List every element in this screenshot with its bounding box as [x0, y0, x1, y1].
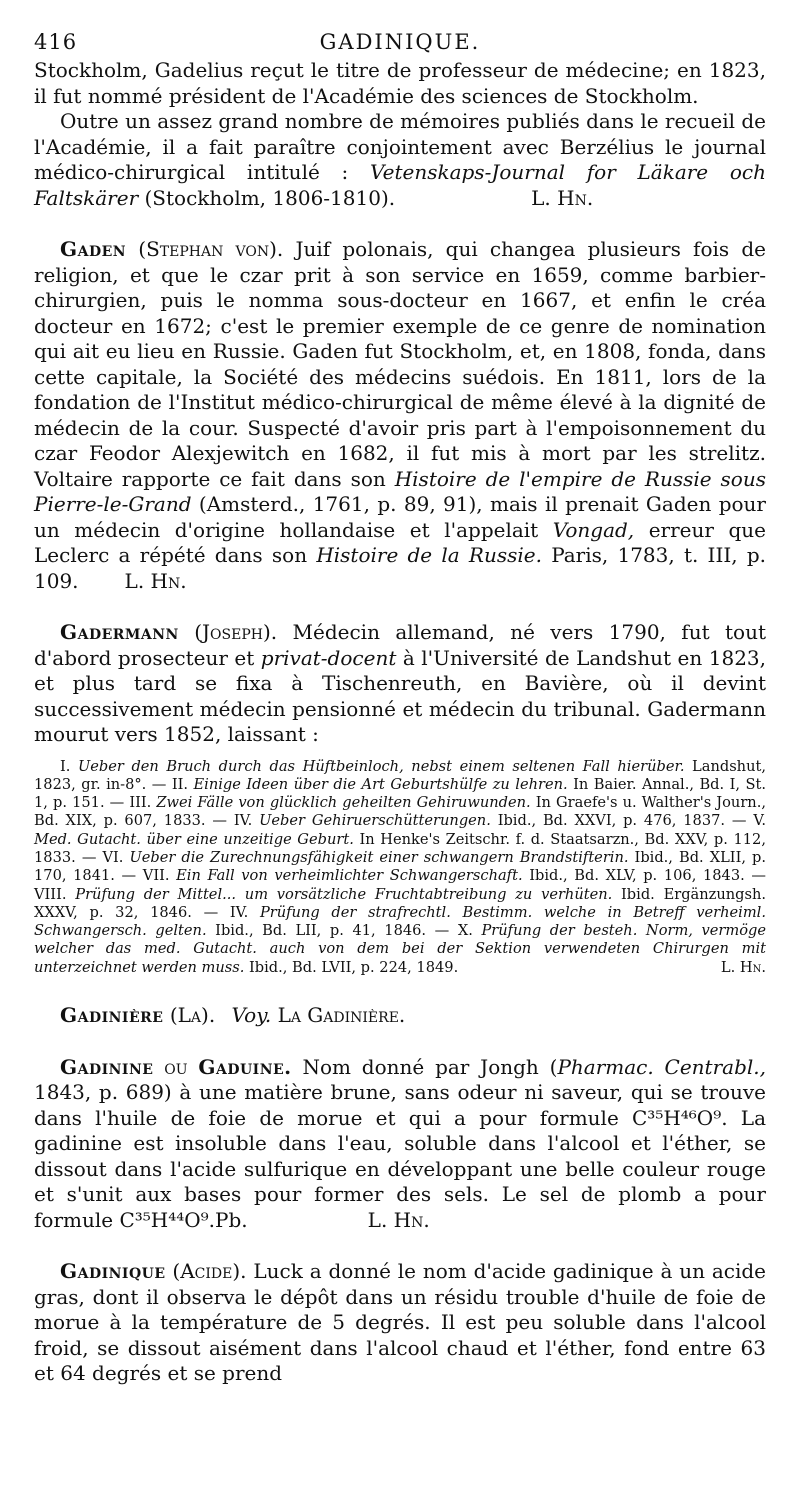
item-title: Prüfung der Mittel... um vorsätzliche Fruchtabtreibung zu verhüten. [75, 885, 613, 903]
item-citation: Ibid., Bd. XXVI, p. 476, 1837. — [490, 812, 754, 830]
bibliography-item [143, 867, 766, 884]
page-header [34, 24, 766, 58]
headword: Gadinière [60, 1003, 164, 1028]
item-citation: In Henke's Zeitschr. f. d. Staatsarzn., Bd. XXV, p. 112, 1833. — [34, 830, 766, 866]
entry-gadiniere [34, 1003, 766, 1029]
headword-name: (Joseph). [194, 620, 278, 644]
page-number: 416 [34, 30, 78, 54]
page [34, 24, 766, 1387]
item-number: VII. [142, 867, 177, 885]
item-number: VIII. [34, 885, 76, 903]
author-signature: L. Hn. [124, 568, 187, 593]
journal-title: Vetenskaps-Journal for Läkare och Faltskärer [34, 160, 766, 210]
headword: Gaduine. [198, 1054, 292, 1079]
item-number: X. [457, 922, 482, 940]
entry-gadinine [34, 1055, 766, 1234]
author-signature: L. Hn. [531, 185, 594, 210]
item-title: Ueber den Bruch durch das Hüftbeinloch, nebst einem seltenen Fall hierüber. [77, 757, 685, 775]
bibliography-item [234, 812, 753, 829]
item-number: IV. [229, 903, 260, 921]
item-citation: Landshut, 1823, gr. in-8°. — [34, 757, 766, 793]
headword-name: (Stephan von). [138, 237, 284, 261]
work-title: Histoire de la Russie. [316, 543, 542, 567]
item-citation: In Graefe's u. Walther's Journ., Bd. XIX, p. 607, 1833. — [34, 794, 766, 830]
item-number: VI. [102, 848, 130, 866]
entry-gadinique-text: Gadinique (Acide). Luck a donné le nom d'acide gadinique à un acide gras, dont il observa le dépôt dans un résidu trouble d'huile de foie de morue à la température de 5 degrés. Il est peu soluble dans l'alcool froid, se dissout aisément dans l'alcool chaud et l'éther, fond entre 63 et 64 degrés et se prend [34, 1259, 767, 1386]
item-citation: Ibid., Bd. LII, p. 41, 1846. — [206, 922, 458, 940]
headword: Gadinique [60, 1259, 166, 1284]
entry-gadermann-text: Gadermann (Joseph). Médecin allemand, né vers 1790, fut tout d'abord prosecteur et privat-docent à l'Université de Landshut en 1823, et plus tard se fixa à Tischenreuth, en Bavière, où il devint successivement médecin pensionné et médecin du tribunal. Gadermann mourut vers 1852, laissant : [34, 620, 766, 746]
prev-entry-paragraph-1: Stockholm, Gadelius reçut le titre de professeur de médecine; en 1823, il fut nommé président de l'Académie des sciences de Stockholm. [34, 58, 766, 108]
cross-reference: La Gadinière. [277, 1003, 406, 1028]
item-title: Prüfung der besteh. Norm, vermöge welcher das med. Gutacht. auch von dem bei der Sektion verwendeten Chirurgen mit unterzeichnet werden muss. [34, 922, 766, 976]
entry-continuation [34, 58, 766, 211]
item-citation: Ibid., Bd. XLV, p. 106, 1843. — [522, 867, 766, 885]
bibliography-list [34, 758, 766, 978]
item-citation: Ibid., Bd. XLII, p. 170, 1841. — [34, 848, 766, 885]
item-title: Einige Ideen über die Art Geburtshülfe zu lehren. [193, 775, 568, 793]
item-title: Ueber die Zurechnungsfähigkeit einer schwangern Brandstifterin. [129, 848, 629, 866]
item-title: Ueber Gehiruerschütterungen. [259, 812, 491, 830]
item-number: II. [171, 775, 194, 793]
running-title: GADINIQUE. [319, 30, 481, 54]
entry-gaden-text: Gaden (Stephan von). Juif polonais, qui changea plusieurs fois de religion, et que le czar prit à son service en 1659, comme barbier-chirurgien, puis le nomma sous-docteur en 1667, et enfin le créa docteur en 1672; c'est le premier exemple de ce genre de nomination qui ait eu lieu en Russie. Gaden fut Stockholm, et, en 1808, fonda, dans cette capitale, la Société des médecins suédois. En 1811, lors de la fondation de l'Institut médico-chirurgical de même élevé à la dignité de médecin de la cour. Suspecté d'avoir pris part à l'empoisonnement du czar Feodor Alexjewitch en 1682, il fut mis à mort par les strelitz. Voltaire rapporte ce fait dans son Histoire de l'empire de Russie sous Pierre-le-Grand (Amsterd., 1761, p. 89, 91), mais il prenait Gaden pour un médecin d'origine hollandaise et l'appelait Vongad, erreur que Leclerc a répété dans son Histoire de la Russie. Paris, 1783, t. III, p. 109. L. Hn. [34, 237, 767, 593]
work-title: Histoire de l'empire de Russie sous Pierre-le-Grand [34, 466, 766, 516]
author-signature: L. Hn. [367, 1207, 430, 1232]
item-title: Med. Gutacht. über eine unzeitige Geburt. [34, 830, 354, 848]
prev-entry-paragraph-2: Outre un assez grand nombre de mémoires publiés dans le recueil de l'Académie, il a fait paraître conjointement avec Berzélius le journal médico-chirurgical intitulé : Vetenskaps-Journal for Läkare och Faltskärer (Stockholm, 1806-1810). L. Hn. [34, 109, 767, 210]
item-title: Zwei Fälle von glücklich geheilten Gehiruwunden. [156, 794, 531, 812]
entry-gadiniere-text: Gadinière (La). Voy. La Gadinière. [60, 1003, 406, 1028]
headword: Gadermann [60, 620, 179, 644]
item-number: III. [129, 794, 157, 812]
author-signature: L. Hn. [720, 958, 766, 976]
entry-gaden [34, 237, 766, 594]
item-citation: Ibid., Bd. LVII, p. 224, 1849. [244, 958, 459, 976]
work-title: Vongad, [552, 517, 635, 542]
item-number: V. [753, 812, 766, 830]
item-number: IV. [233, 812, 260, 830]
entry-gadermann [34, 620, 766, 977]
item-number: I. [60, 757, 78, 775]
headword: Gaden [60, 237, 127, 261]
entry-gadinine-text: Gadinine ou Gaduine. Nom donné par Jongh (Pharmac. Centrabl., 1843, p. 689) à une matière brune, sans odeur ni saveur, qui se trouve dans l'huile de foie de morue et qui a pour formule C³⁵H⁴⁶O⁹. La gadinine est insoluble dans l'eau, soluble dans l'alcool et l'éther, se dissout dans l'acide sulfurique en développant une belle couleur rouge et s'unit aux bases pour former des sels. Le sel de plomb a pour formule C³⁵H⁴⁴O⁹.Pb. L. Hn. [34, 1054, 766, 1232]
item-title: Ein Fall von verheimlichter Schwangerschaft. [176, 867, 523, 885]
work-title: Pharmac. Centrabl., [557, 1054, 766, 1079]
headword: Gadinine [60, 1054, 154, 1079]
entry-gadinique [34, 1259, 766, 1387]
item-title: Prüfung der strafrechtl. Bestimm. welche in Betreff verheiml. Schwangersch. gelten. [34, 903, 766, 940]
item-citation: Ibid. Ergänzungsh. XXXV, p. 32, 1846. — [34, 885, 766, 921]
item-citation: In Baier. Annal., Bd. I, St. 1, p. 151. — [34, 775, 766, 812]
